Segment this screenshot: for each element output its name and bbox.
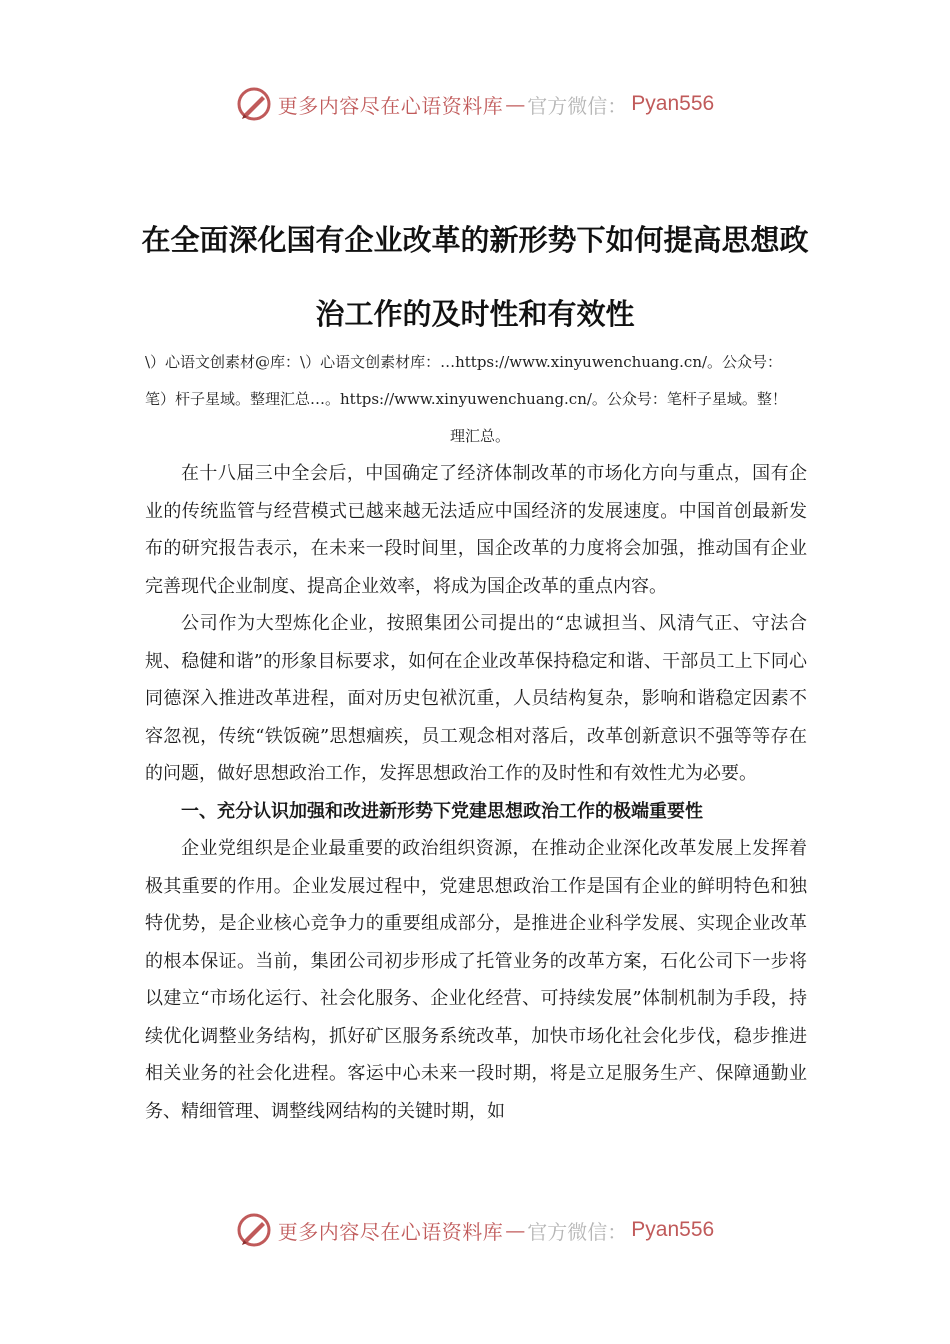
banner-wechat-id: Pyan556 [631, 1218, 715, 1241]
header-banner [0, 82, 950, 126]
source-line-2: 笔）杆子星域。整理汇总…。https://www.xinyuwenchuang.cn/。公众号：笔杆子星域。整！ [145, 390, 787, 408]
section-heading-1: 一、充分认识加强和改进新形势下党建思想政治工作的极端重要性 [181, 800, 703, 822]
pen-logo-icon [236, 1212, 272, 1248]
paragraph-2: 公司作为大型炼化企业，按照集团公司提出的“忠诚担当、风清气正、守法合规、稳健和谐”的形象目标要求，如何在企业改革保持稳定和谐、干部员工上下同心同德深入推进改革进程，面对历史包袱沉重，人员结构复杂，影响和谐稳定因素不容忽视，传统“铁饭碗”思想痼疾，员工观念相对落后，改革创新意识不强等等存在的问题，做好思想政治工作，发挥思想政治工作的及时性和有效性尤为必要。 [145, 613, 807, 784]
footer-banner [0, 1208, 950, 1252]
source-line-1: \）心语文创素材@库：\）心语文创素材库：…https://www.xinyuwenchuang.cn/。公众号： [145, 353, 783, 371]
pen-logo-icon [236, 86, 272, 122]
banner-text: 更多内容尽在心语资料库 [277, 1219, 504, 1244]
banner-wechat-label: 官方微信： [527, 93, 628, 118]
page-title-line-2: 治工作的及时性和有效性 [315, 297, 635, 331]
page-title-line-1: 在全面深化国有企业改革的新形势下如何提高思想政 [141, 223, 809, 257]
paragraph-1: 在十八届三中全会后，中国确定了经济体制改革的市场化方向与重点，国有企业的传统监管与经营模式已越来越无法适应中国经济的发展速度。中国首创最新发布的研究报告表示，在未来一段时间里，国企改革的力度将会加强，推动国有企业完善现代企业制度、提高企业效率，将成为国企改革的重点内容。 [145, 463, 807, 597]
banner-dash: — [505, 1218, 526, 1242]
banner-dash: — [505, 92, 526, 116]
document-body [145, 455, 807, 1130]
banner-text: 更多内容尽在心语资料库 [277, 93, 504, 118]
banner-wechat-id: Pyan556 [631, 92, 715, 115]
paragraph-3: 企业党组织是企业最重要的政治组织资源，在推动企业深化改革发展上发挥着极其重要的作用。企业发展过程中，党建思想政治工作是国有企业的鲜明特色和独特优势，是企业核心竞争力的重要组成部分，是推进企业科学发展、实现企业改革的根本保证。当前，集团公司初步形成了托管业务的改革方案，石化公司下一步将以建立“市场化运行、社会化服务、企业化经营、可持续发展”体制机制为手段，持续优化调整业务结构，抓好矿区服务系统改革，加快市场化社会化步伐，稳步推进相关业务的社会化进程。客运中心未来一段时期，将是立足服务生产、保障通勤业务、精细管理、调整线网结构的关键时期，如 [145, 838, 807, 1122]
source-note [145, 344, 815, 455]
source-line-3: 理汇总。 [449, 427, 510, 445]
banner-wechat-label: 官方微信： [527, 1219, 628, 1244]
